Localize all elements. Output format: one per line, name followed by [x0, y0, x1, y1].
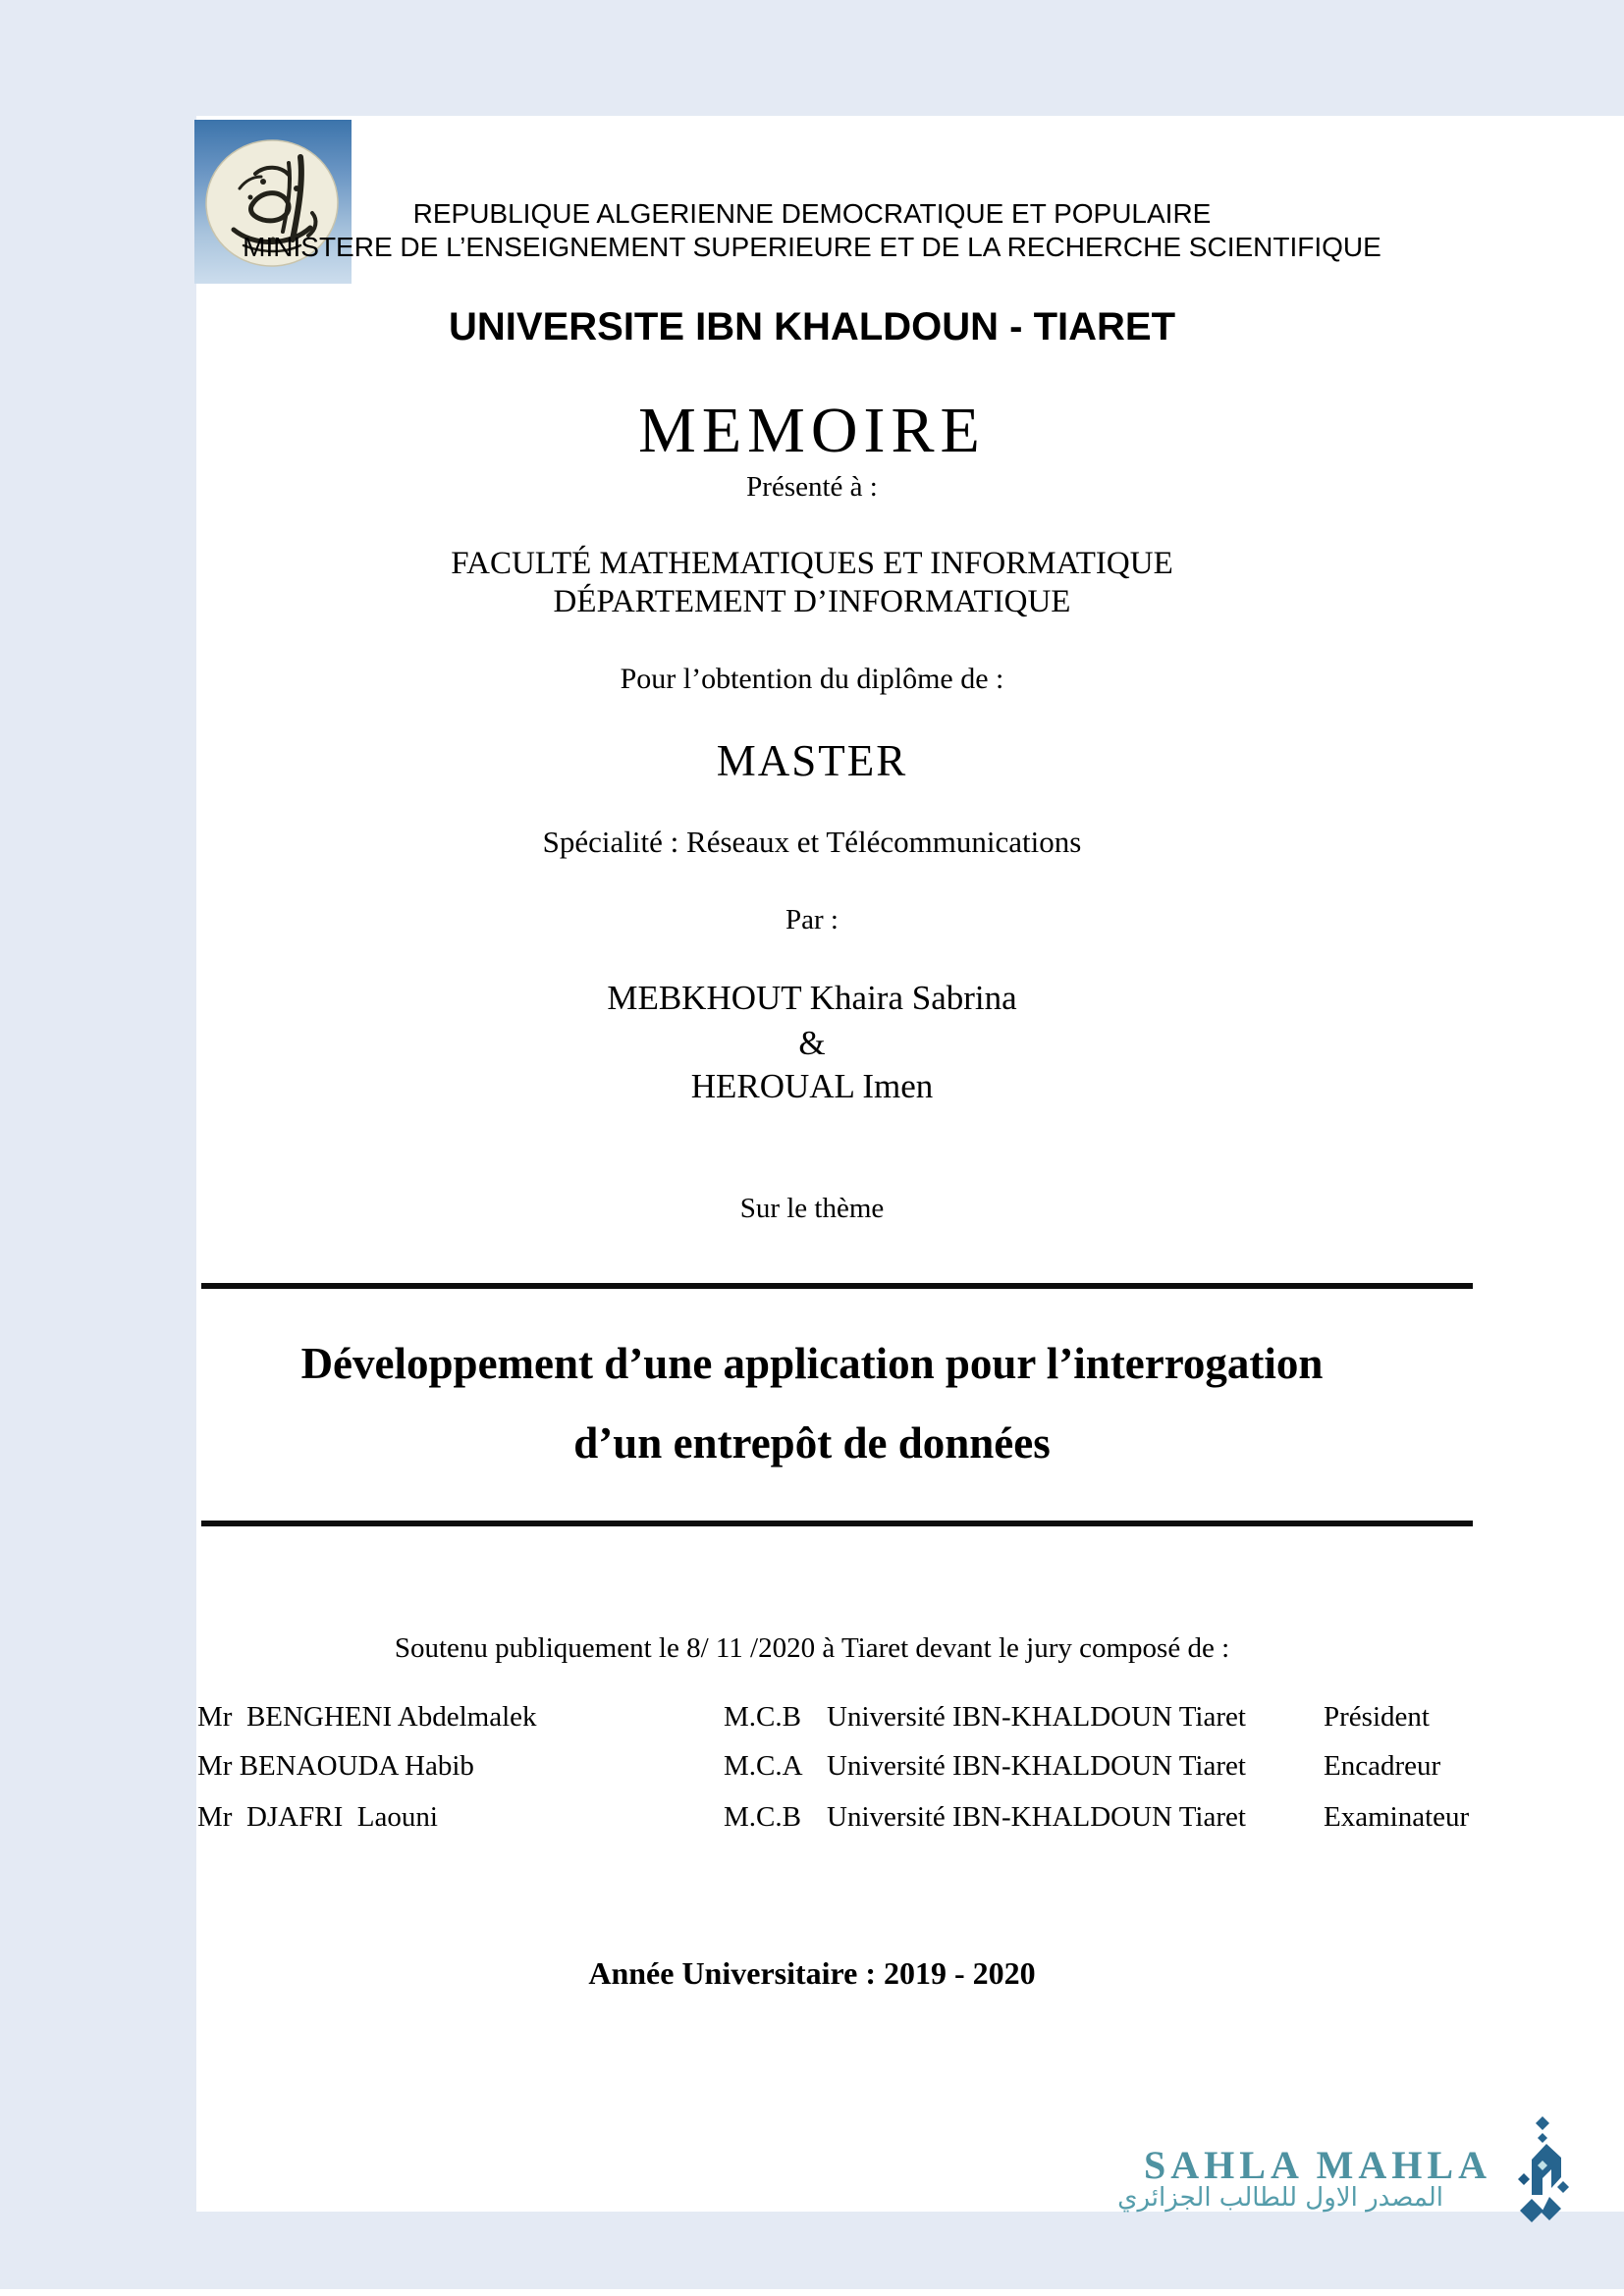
jury-member-grade: M.C.A [724, 1750, 803, 1782]
jury-member-name: Mr BENGHENI Abdelmalek [197, 1701, 537, 1733]
defense-intro: Soutenu publiquement le 8/ 11 /2020 à Tiaret devant le jury composé de : [394, 1632, 1230, 1664]
jury-row-2 [0, 1750, 1624, 1789]
author-2: HEROUAL Imen [690, 1067, 934, 1105]
title-rule-top [201, 1283, 1473, 1289]
by-label: Par : [785, 904, 839, 935]
jury-member-univ: Université IBN-KHALDOUN Tiaret [827, 1750, 1246, 1782]
faculty-line: FACULTÉ MATHEMATIQUES ET INFORMATIQUE [451, 546, 1173, 581]
jury-member-role: Encadreur [1324, 1750, 1441, 1782]
jury-row-3 [0, 1801, 1624, 1841]
sahla-mahla-brand: SAHLA MAHLA [1144, 2143, 1491, 2187]
department-line: DÉPARTEMENT D’INFORMATIQUE [553, 584, 1071, 619]
ministry-line: MINISTERE DE L’ENSEIGNEMENT SUPERIEURE ET DE LA RECHERCHE SCIENTIFIQUE [243, 232, 1381, 262]
jury-row-1 [0, 1701, 1624, 1740]
jury-member-grade: M.C.B [724, 1801, 801, 1833]
jury-member-name: Mr BENAOUDA Habib [197, 1750, 474, 1782]
jury-member-grade: M.C.B [724, 1701, 801, 1733]
sahla-mahla-logo-icon [1502, 2116, 1581, 2222]
title-rule-bottom [201, 1521, 1473, 1526]
theme-label: Sur le thème [739, 1193, 885, 1224]
author-separator: & [798, 1024, 826, 1062]
jury-member-role: Examinateur [1324, 1801, 1470, 1833]
university-name: UNIVERSITE IBN KHALDOUN - TIARET [449, 305, 1175, 348]
top-margin-band [196, 0, 1624, 116]
thesis-title-line1: Développement d’une application pour l’interrogation [300, 1339, 1324, 1388]
jury-member-role: Président [1324, 1701, 1430, 1733]
sahla-mahla-tagline: المصدر الاول للطالب الجزائري [1117, 2183, 1443, 2213]
jury-member-univ: Université IBN-KHALDOUN Tiaret [827, 1701, 1246, 1733]
diploma-name: MASTER [716, 736, 908, 785]
diploma-intro: Pour l’obtention du diplôme de : [620, 663, 1004, 695]
memoire-title: MEMOIRE [638, 395, 986, 466]
presented-at-label: Présenté à : [746, 471, 878, 503]
bottom-margin-band [196, 2212, 1624, 2289]
thesis-title-line2: d’un entrepôt de données [573, 1418, 1051, 1468]
author-1: MEBKHOUT Khaira Sabrina [607, 979, 1017, 1017]
academic-year: Année Universitaire : 2019 - 2020 [588, 1955, 1036, 1991]
specialty-line: Spécialité : Réseaux et Télécommunications [542, 825, 1082, 859]
jury-member-univ: Université IBN-KHALDOUN Tiaret [827, 1801, 1246, 1833]
jury-member-name: Mr DJAFRI Laouni [197, 1801, 438, 1833]
republic-line: REPUBLIQUE ALGERIENNE DEMOCRATIQUE ET POPULAIRE [412, 198, 1212, 229]
